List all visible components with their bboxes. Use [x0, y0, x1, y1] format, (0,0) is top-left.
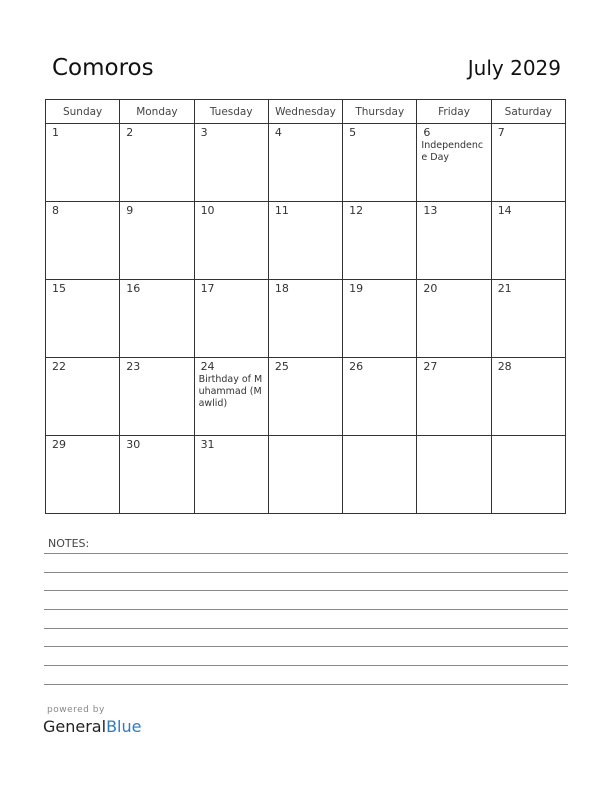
day-cell [194, 358, 268, 436]
powered-by-text: powered by [47, 705, 105, 715]
weekday-friday: Friday [417, 100, 491, 124]
month-year-title: July 2029 [467, 56, 561, 80]
day-number: 7 [497, 126, 505, 139]
holiday-label: Birthday of Muhammad (Mawlid) [198, 374, 263, 409]
day-cell [343, 358, 417, 436]
day-number: 10 [200, 204, 215, 217]
day-number [343, 436, 416, 438]
notes-line [44, 553, 568, 554]
day-number: 20 [423, 282, 438, 295]
day-number: 17 [200, 282, 215, 295]
day-cell [417, 280, 491, 358]
weekday-tuesday: Tuesday [194, 100, 268, 124]
day-number: 26 [349, 360, 364, 373]
day-cell [343, 124, 417, 202]
weekday-header-row [46, 100, 566, 124]
notes-line [44, 646, 568, 647]
notes-line [44, 609, 568, 610]
notes-line [44, 665, 568, 666]
logo-blue-text: Blue [106, 717, 142, 736]
day-number: 4 [274, 126, 282, 139]
day-cell [491, 358, 565, 436]
day-cell [46, 124, 120, 202]
day-number: 24 [200, 360, 215, 373]
day-cell [46, 436, 120, 514]
day-number: 1 [52, 126, 59, 139]
day-cell [491, 124, 565, 202]
calendar-grid [45, 99, 566, 514]
day-cell [46, 202, 120, 280]
day-number: 11 [274, 204, 289, 217]
day-cell [417, 358, 491, 436]
day-number: 15 [52, 282, 66, 295]
country-title: Comoros [52, 55, 154, 81]
notes-line [44, 590, 568, 591]
day-cell [417, 124, 491, 202]
day-cell [491, 202, 565, 280]
day-number [269, 436, 342, 438]
weekday-sunday: Sunday [46, 100, 120, 124]
week-row [46, 358, 566, 436]
day-cell [268, 358, 342, 436]
day-number: 18 [274, 282, 289, 295]
weekday-saturday: Saturday [491, 100, 565, 124]
day-cell [417, 202, 491, 280]
day-number: 22 [52, 360, 66, 373]
day-number: 25 [274, 360, 289, 373]
week-row [46, 124, 566, 202]
day-number: 27 [423, 360, 438, 373]
day-cell [120, 124, 194, 202]
day-cell [120, 358, 194, 436]
day-number: 19 [349, 282, 364, 295]
day-cell [194, 280, 268, 358]
day-number: 5 [349, 126, 357, 139]
day-cell [46, 358, 120, 436]
day-number: 6 [423, 126, 431, 139]
day-cell [194, 124, 268, 202]
day-number: 13 [423, 204, 438, 217]
notes-label: NOTES: [48, 537, 90, 550]
notes-line [44, 684, 568, 685]
day-number: 2 [126, 126, 134, 139]
day-cell [343, 202, 417, 280]
day-number: 12 [349, 204, 364, 217]
day-number: 3 [200, 126, 208, 139]
generalblue-logo[interactable] [43, 717, 141, 736]
day-number: 9 [126, 204, 134, 217]
day-cell [491, 436, 565, 514]
day-cell [343, 280, 417, 358]
notes-line [44, 572, 568, 573]
notes-line [44, 628, 568, 629]
day-cell [120, 436, 194, 514]
weekday-monday: Monday [120, 100, 194, 124]
day-number: 23 [126, 360, 141, 373]
day-number: 14 [497, 204, 512, 217]
day-cell [120, 280, 194, 358]
day-number: 16 [126, 282, 141, 295]
weekday-thursday: Thursday [343, 100, 417, 124]
week-row [46, 202, 566, 280]
logo-general-text: General [43, 717, 107, 736]
day-number: 29 [52, 438, 66, 451]
holiday-label: Independence Day [421, 140, 484, 163]
day-cell [268, 202, 342, 280]
week-row [46, 436, 566, 514]
day-number: 31 [200, 438, 215, 451]
day-cell [268, 280, 342, 358]
weekday-wednesday: Wednesday [268, 100, 342, 124]
day-number: 21 [497, 282, 512, 295]
day-cell [120, 202, 194, 280]
day-number [492, 436, 565, 438]
day-number: 8 [52, 204, 59, 217]
day-cell [268, 124, 342, 202]
day-cell [268, 436, 342, 514]
week-row [46, 280, 566, 358]
day-cell [491, 280, 565, 358]
day-number: 30 [126, 438, 141, 451]
day-cell [343, 436, 417, 514]
day-cell [194, 436, 268, 514]
day-cell [194, 202, 268, 280]
day-number: 28 [497, 360, 512, 373]
day-cell [417, 436, 491, 514]
day-number [417, 436, 490, 438]
day-cell [46, 280, 120, 358]
